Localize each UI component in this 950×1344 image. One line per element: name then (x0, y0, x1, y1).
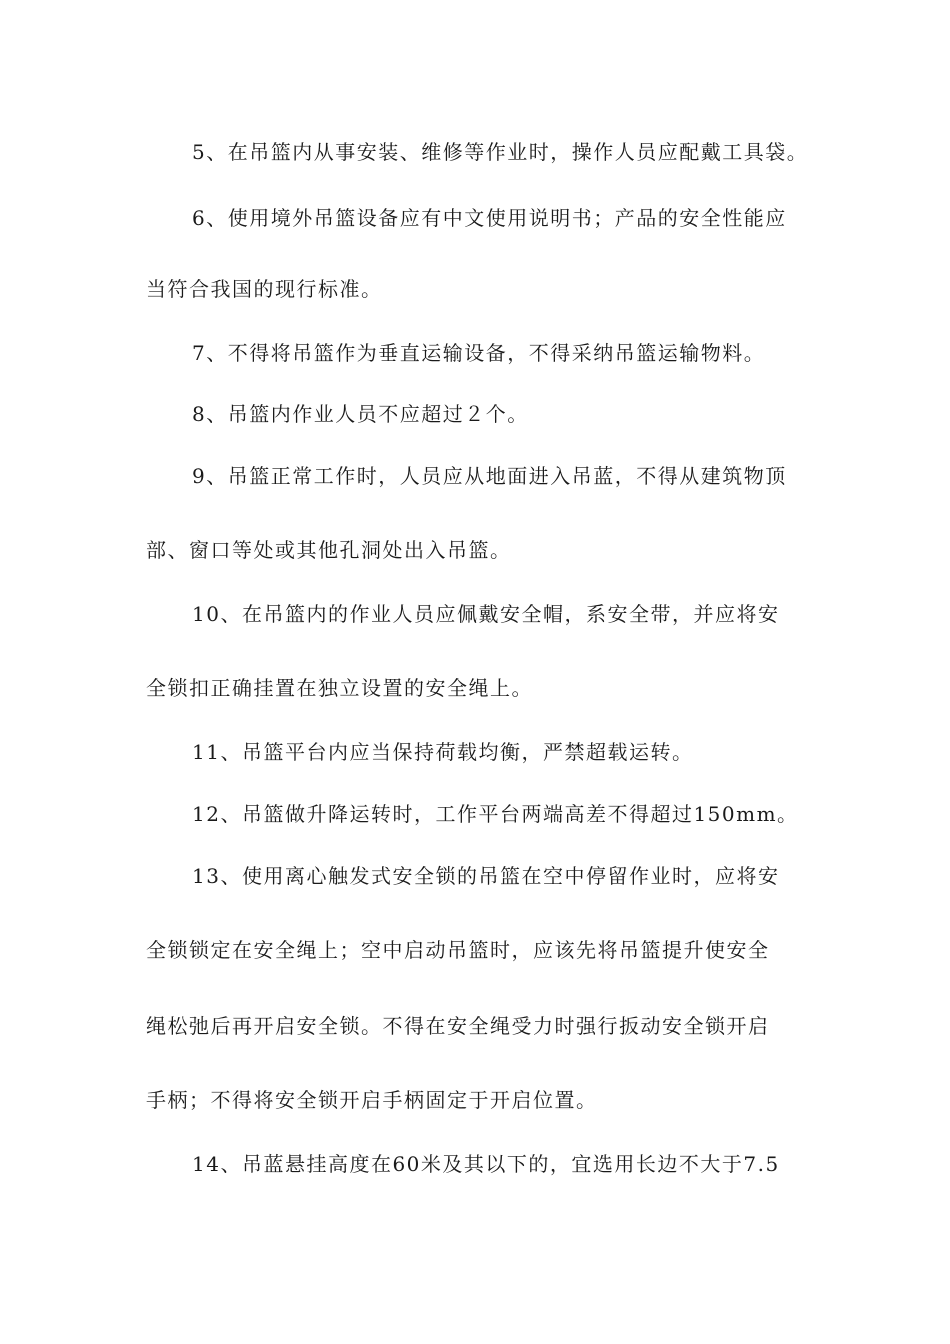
text-line-item12: 12、吊篮做升降运转时，工作平台两端高差不得超过150mm。 (192, 802, 799, 826)
text-line-item13-cont2: 绳松弛后再开启安全锁。不得在安全绳受力时强行扳动安全锁开启 (146, 1014, 770, 1038)
text-line-item13-cont1: 全锁锁定在安全绳上；空中启动吊篮时，应该先将吊篮提升使安全 (146, 938, 770, 962)
text-line-item13-cont3: 手柄；不得将安全锁开启手柄固定于开启位置。 (146, 1088, 598, 1112)
text-line-item14: 14、吊蓝悬挂高度在60米及其以下的，宜选用长边不大于7.5 (192, 1152, 780, 1176)
text-line-item5: 5、在吊篮内从事安装、维修等作业时，操作人员应配戴工具袋。 (192, 140, 809, 164)
text-line-item8: 8、吊篮内作业人员不应超过２个。 (192, 402, 529, 426)
text-line-item7: 7、不得将吊篮作为垂直运输设备，不得采纳吊篮运输物料。 (192, 341, 766, 365)
text-line-item6: 6、使用境外吊篮设备应有中文使用说明书；产品的安全性能应 (192, 206, 787, 230)
text-line-item13: 13、使用离心触发式安全锁的吊篮在空中停留作业时，应将安 (192, 864, 780, 888)
text-line-item9: 9、吊篮正常工作时，人员应从地面进入吊蓝，不得从建筑物顶 (192, 464, 787, 488)
text-line-item6-cont: 当符合我国的现行标准。 (146, 277, 383, 301)
text-line-item10: 10、在吊篮内的作业人员应佩戴安全帽，系安全带，并应将安 (192, 602, 780, 626)
text-line-item11: 11、吊篮平台内应当保持荷载均衡，严禁超载运转。 (192, 740, 694, 764)
text-line-item9-cont: 部、窗口等处或其他孔洞处出入吊篮。 (146, 538, 512, 562)
text-line-item10-cont: 全锁扣正确挂置在独立设置的安全绳上。 (146, 676, 533, 700)
